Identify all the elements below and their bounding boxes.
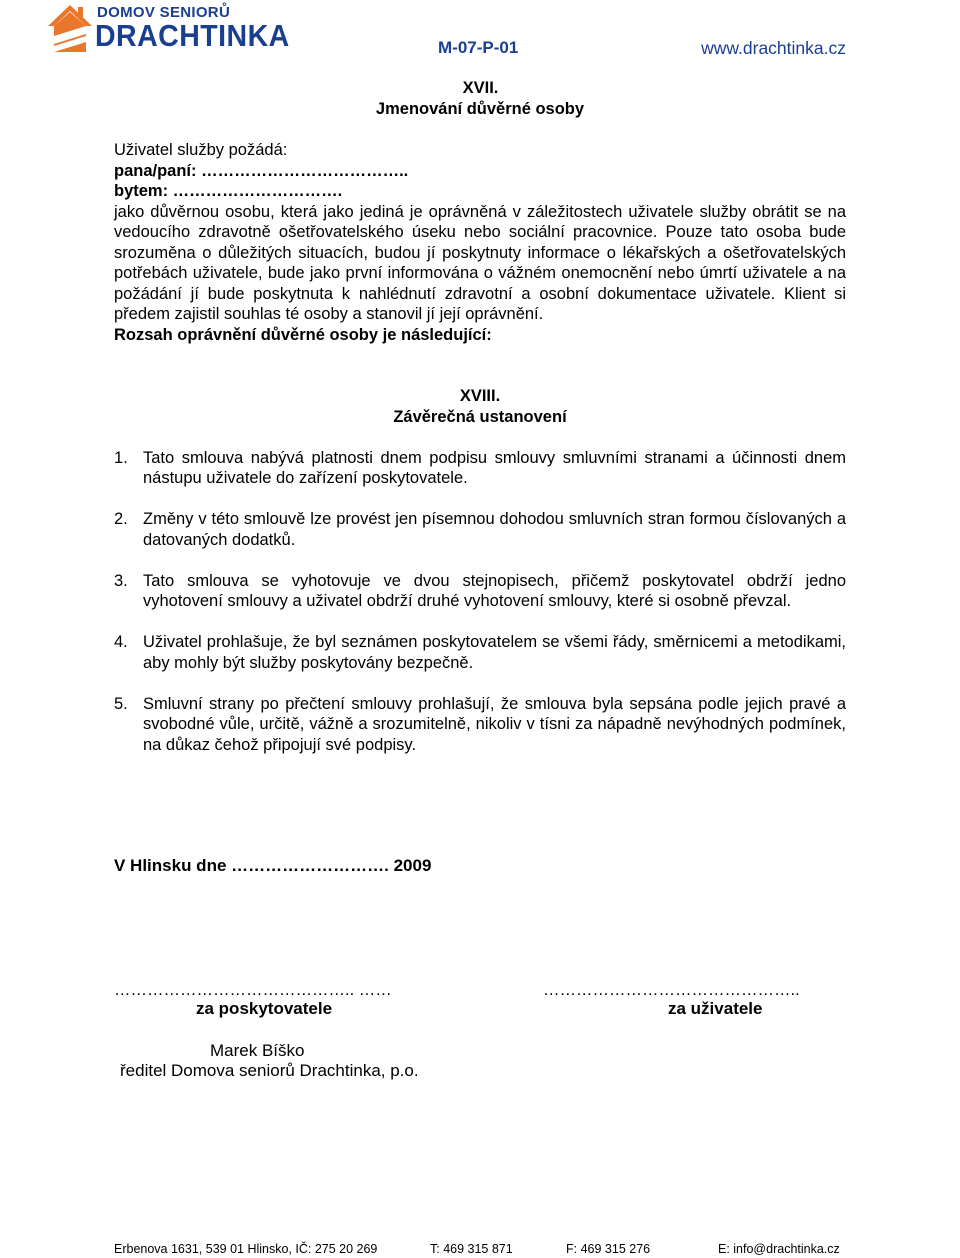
item-number: 2.	[114, 510, 128, 528]
item-number: 4.	[114, 633, 128, 651]
document-body	[114, 78, 846, 776]
final-provisions-list	[114, 448, 846, 756]
section-17-intro: Uživatel služby požádá:	[114, 141, 288, 159]
item-number: 5.	[114, 694, 128, 713]
list-item	[114, 571, 846, 612]
trusted-person-address-field: bytem: ………………………….	[114, 182, 343, 200]
item-text: Tato smlouva nabývá platnosti dnem podpisu smlouvy smluvními stranami a účinnosti dnem nástupu uživatele do zařízení poskytovatele.	[143, 448, 846, 487]
section-17-paragraph: jako důvěrnou osobu, která jako jediná je oprávněná v záležitostech uživatele služby obrátit se na vedoucího zdravotně ošetřovatelského úseku nebo sociální pracovnice. Pouze tato osoba bude srozuměna o důležitých situacích, budou jí poskytnuty informace o lékařských a ošetřovatelských potřebách uživatele, bude jako první informována o vážném onemocnění nebo úmrtí uživatele a na požádání jí bude poskytnuta k nahlédnutí zdravotní a osobní dokumentace uživatele. Klient si předem zajistil souhlas té osoby a stanovil jí její oprávnění.	[114, 202, 846, 323]
document-code: M-07-P-01	[438, 38, 519, 57]
section-17-scope: Rozsah oprávnění důvěrné osoby je následující:	[114, 325, 492, 344]
list-item	[114, 509, 846, 550]
signer-name: Marek Bíško	[210, 1041, 305, 1060]
signer-role: ředitel Domova seniorů Drachtinka, p.o.	[120, 1061, 419, 1080]
section-17-title: Jmenování důvěrné osoby	[375, 99, 585, 118]
list-item	[114, 632, 846, 673]
footer-email[interactable]: E: info@drachtinka.cz	[718, 1242, 840, 1256]
house-logo-icon	[45, 2, 95, 56]
user-signature-line: ………………………………………..	[543, 981, 800, 999]
item-number: 3.	[114, 571, 128, 590]
list-item	[114, 694, 846, 756]
section-18-number: XVIII.	[459, 387, 501, 405]
item-text: Uživatel prohlašuje, že byl seznámen poskytovatelem se všemi řády, směrnicemi a metodikami, aby mohly být služby poskytovány bezpečně.	[143, 633, 846, 672]
footer-phone: T: 469 315 871	[430, 1242, 513, 1256]
footer-fax: F: 469 315 276	[566, 1242, 651, 1256]
website-link[interactable]: www.drachtinka.cz	[701, 38, 846, 58]
item-text: Změny v této smlouvě lze provést jen písemnou dohodou smluvních stran formou číslovaných a datovaných dodatků.	[143, 510, 846, 549]
provider-signature-label: za poskytovatele	[196, 999, 333, 1018]
trusted-person-name-field: pana/paní: ………………………………..	[114, 161, 409, 180]
item-text: Smluvní strany po přečtení smlouvy prohlašují, že smlouva byla sepsána podle jejich pravé a svobodné vůle, určitě, vážně a srozumitelně, nikoliv v tísni za nápadně nevýhodných podmínek, na důkaz čehož připojují své podpisy.	[143, 694, 846, 754]
user-signature-label: za uživatele	[668, 999, 763, 1018]
item-text: Tato smlouva se vyhotovuje ve dvou stejnopisech, přičemž poskytovatel obdrží jedno vyhotovení smlouvy a uživatel obdrží druhé vyhotovení smlouvy, které si osobně převzal.	[143, 571, 846, 610]
logo-text-small: DOMOV SENIORŮ	[97, 4, 231, 21]
logo-text-large: DRACHTINKA	[95, 18, 290, 53]
provider-signature-line: …………………………………….. ……	[114, 981, 392, 999]
item-number: 1.	[114, 448, 128, 467]
list-item	[114, 448, 846, 489]
footer-address: Erbenova 1631, 539 01 Hlinsko, IČ: 275 20 269	[114, 1242, 378, 1256]
section-18-title: Závěrečná ustanovení	[393, 407, 567, 426]
place-date-line: V Hlinsku dne ………………………. 2009	[114, 856, 432, 875]
section-17-number: XVII.	[462, 79, 499, 97]
